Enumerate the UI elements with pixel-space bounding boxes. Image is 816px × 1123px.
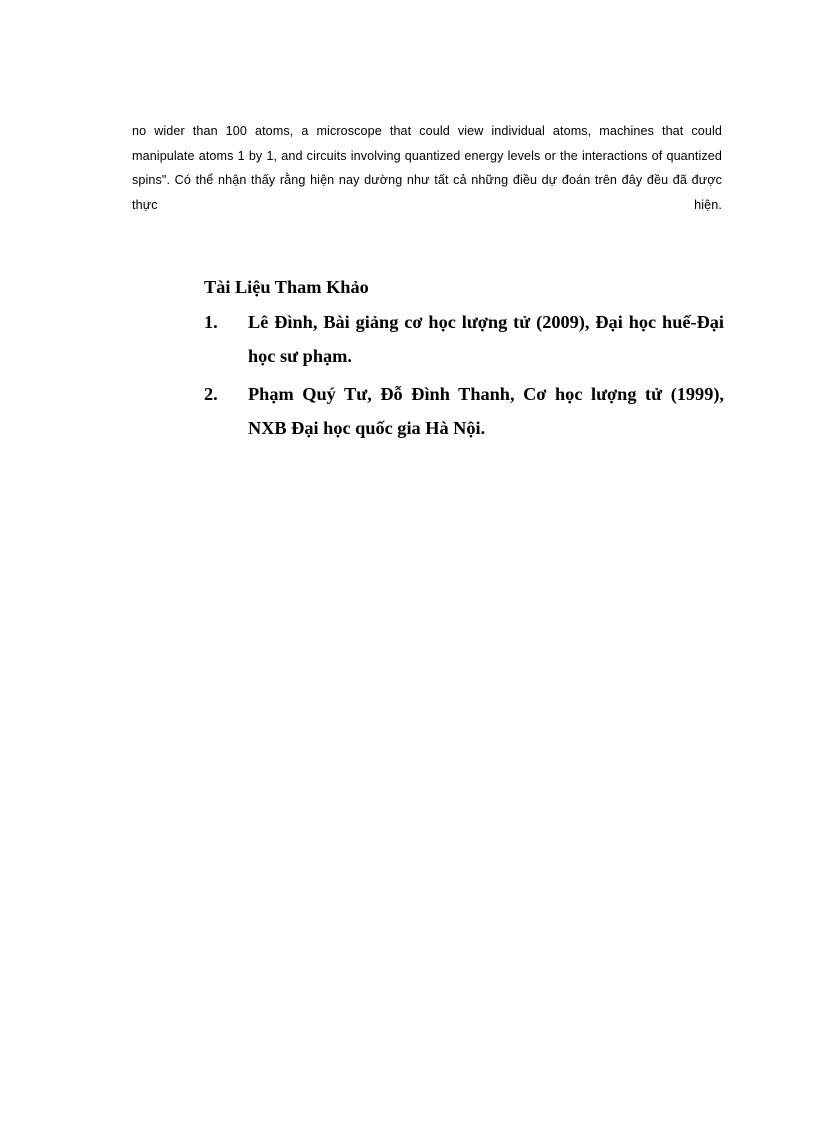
references-heading: Tài Liệu Tham Khảo bbox=[204, 277, 369, 297]
reference-text: Phạm Quý Tư, Đỗ Đình Thanh, Cơ học lượng tử (1999), NXB Đại học quốc gia Hà Nội. bbox=[248, 384, 724, 438]
reference-number: 2. bbox=[204, 384, 218, 404]
references-section bbox=[204, 273, 724, 449]
reference-number: 1. bbox=[204, 312, 218, 332]
reference-item bbox=[204, 377, 724, 445]
reference-item bbox=[204, 305, 724, 373]
body-paragraph: no wider than 100 atoms, a microscope that could view individual atoms, machines that could manipulate atoms 1 by 1, and circuits involving quantized energy levels or the interactions of quantized spins". Có thể nhận thấy rằng hiện nay dường như tất cả những điều dự đoán trên đây đều đã được thực hiện. bbox=[132, 124, 722, 212]
reference-text: Lê Đình, Bài giảng cơ học lượng tử (2009), Đại học huế-Đại học sư phạm. bbox=[248, 312, 724, 366]
